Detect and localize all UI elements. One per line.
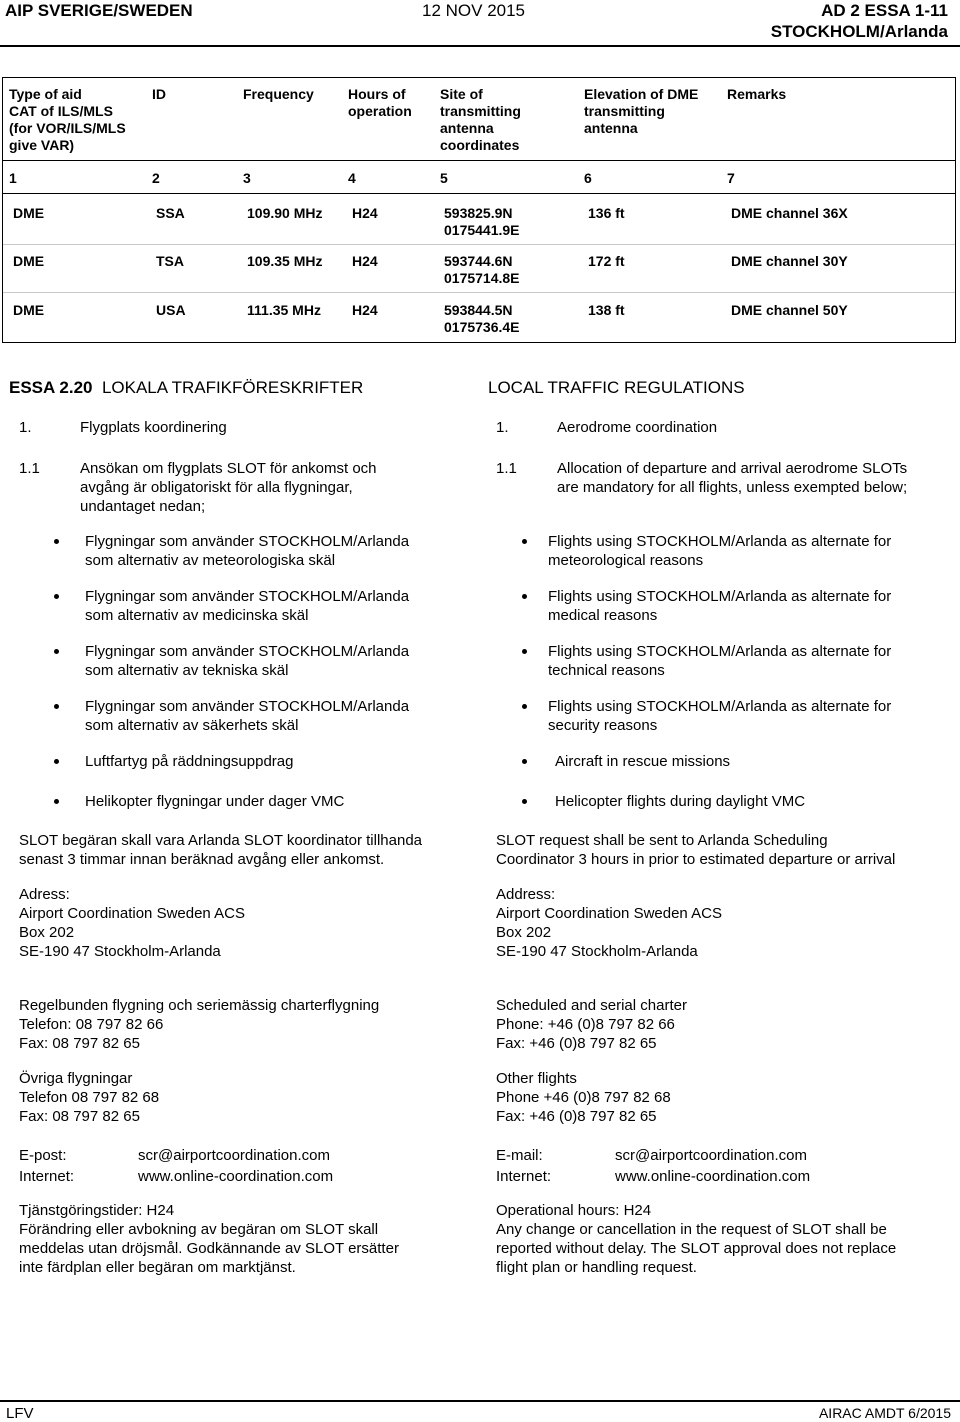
col-number-5: 5 (440, 170, 448, 186)
col-number-3: 3 (243, 170, 251, 186)
en-email-label: E-mail: (496, 1147, 543, 1164)
cell-id: TSA (156, 253, 184, 269)
cell-id: SSA (156, 205, 185, 221)
sv-operational-hours: Tjänstgöringstider: H24 Förändring eller avbokning av begäran om SLOT skall meddelas utan dröjsmål. Godkännande av SLOT ersätter inte färdplan eller begäran om marktjänst. (19, 1202, 399, 1276)
cell-frequency: 109.90 MHz (247, 205, 323, 221)
col-number-4: 4 (348, 170, 356, 186)
row-divider (3, 292, 955, 293)
sv-bullet-2: Flygningar som använder STOCKHOLM/Arlanda som alternativ av medicinska skäl (85, 588, 410, 624)
cell-remarks: DME channel 36X (731, 205, 848, 221)
en-h1-title: Aerodrome coordination (557, 419, 718, 436)
col-header-remarks: Remarks (727, 86, 787, 102)
sv-bullet-5: Luftfartyg på räddningsuppdrag (85, 753, 294, 770)
cell-type: DME (13, 253, 45, 269)
sv-email-label: E-post: (19, 1147, 67, 1164)
en-address: Address: Airport Coordination Sweden ACS Box 202 SE-190 47 Stockholm-Arlanda (496, 886, 722, 960)
bullet-dot (54, 594, 59, 599)
cell-hours: H24 (352, 253, 378, 269)
bullet-dot (54, 649, 59, 654)
sv-internet-label: Internet: (19, 1168, 75, 1185)
cell-site: 593825.9N 0175441.9E (444, 205, 520, 238)
cell-type: DME (13, 302, 45, 318)
sv-email-link[interactable]: scr@airportcoordination.com (138, 1147, 330, 1164)
header-rule (0, 45, 960, 47)
col-number-7: 7 (727, 170, 735, 186)
sv-p11-text: Ansökan om flygplats SLOT för ankomst och avgång är obligatoriskt för alla flygningar, undantaget nedan; (80, 460, 377, 515)
header-divider (3, 160, 955, 161)
section-title-en: LOCAL TRAFFIC REGULATIONS (488, 378, 745, 397)
sv-p11-number: 1.1 (19, 460, 40, 477)
sv-slot-text: SLOT begäran skall vara Arlanda SLOT koordinator tillhanda senast 3 timmar innan beräknad avgång eller ankomst. (19, 832, 423, 868)
sv-bullet-3: Flygningar som använder STOCKHOLM/Arlanda som alternativ av tekniska skäl (85, 643, 410, 679)
en-slot-text: SLOT request shall be sent to Arlanda Scheduling Coordinator 3 hours in prior to estimated departure or arrival (496, 832, 896, 868)
col-header-hours: Hours of operation (348, 86, 412, 119)
bullet-dot (522, 649, 527, 654)
row-divider (3, 244, 955, 245)
section-number: ESSA 2.20 (9, 378, 93, 397)
bullet-dot (522, 594, 527, 599)
cell-type: DME (13, 205, 45, 221)
col-header-frequency: Frequency (243, 86, 314, 102)
bullet-dot (54, 799, 59, 804)
cell-elevation: 136 ft (588, 205, 625, 221)
section-heading-sv: LOKALA TRAFIKFÖRESKRIFTER (101, 378, 364, 397)
en-h1-number: 1. (496, 419, 509, 436)
col-header-site: Site of transmitting antenna coordinates (440, 86, 521, 153)
en-internet-label: Internet: (496, 1168, 552, 1185)
sv-bullet-6: Helikopter flygningar under dager VMC (85, 793, 345, 810)
en-p11-number: 1.1 (496, 460, 517, 477)
cell-remarks: DME channel 30Y (731, 253, 848, 269)
col-header-type: Type of aid CAT of ILS/MLS (for VOR/ILS/MLS give VAR) (9, 86, 126, 153)
sv-scheduled-contact: Regelbunden flygning och seriemässig charterflygning Telefon: 08 797 82 66 Fax: 08 797 82 65 (19, 997, 380, 1052)
header-date: 12 NOV 2015 (422, 1, 526, 20)
cell-hours: H24 (352, 205, 378, 221)
cell-site: 593744.6N 0175714.8E (444, 253, 520, 286)
en-bullet-2: Flights using STOCKHOLM/Arlanda as alternate for medical reasons (548, 588, 892, 624)
en-bullet-4: Flights using STOCKHOLM/Arlanda as alternate for security reasons (548, 698, 892, 734)
en-bullet-1: Flights using STOCKHOLM/Arlanda as alternate for meteorological reasons (548, 533, 892, 569)
cell-elevation: 138 ft (588, 302, 625, 318)
bullet-dot (54, 539, 59, 544)
cell-elevation: 172 ft (588, 253, 625, 269)
footer-amendment: AIRAC AMDT 6/2015 (818, 1405, 951, 1421)
sv-address: Adress: Airport Coordination Sweden ACS Box 202 SE-190 47 Stockholm-Arlanda (19, 886, 245, 960)
footer-rule (0, 1400, 960, 1402)
col-number-2: 2 (152, 170, 160, 186)
cell-id: USA (156, 302, 186, 318)
en-scheduled-contact: Scheduled and serial charter Phone: +46 (0)8 797 82 66 Fax: +46 (0)8 797 82 65 (496, 997, 687, 1052)
cell-remarks: DME channel 50Y (731, 302, 848, 318)
header-aip-title: AIP SVERIGE/SWEDEN (5, 1, 193, 20)
en-bullet-5: Aircraft in rescue missions (555, 753, 731, 770)
en-internet-link[interactable]: www.online-coordination.com (615, 1168, 811, 1185)
cell-frequency: 109.35 MHz (247, 253, 323, 269)
sv-internet-link[interactable]: www.online-coordination.com (138, 1168, 334, 1185)
en-p11-text: Allocation of departure and arrival aerodrome SLOTs are mandatory for all flights, unless exempted below; (557, 460, 908, 496)
sv-bullet-4: Flygningar som använder STOCKHOLM/Arlanda som alternativ av säkerhets skäl (85, 698, 410, 734)
en-operational-hours: Operational hours: H24 Any change or cancellation in the request of SLOT shall be reported without delay. The SLOT approval does not replace flight plan or handling request. (496, 1202, 897, 1276)
en-email-link[interactable]: scr@airportcoordination.com (615, 1147, 807, 1164)
en-bullet-3: Flights using STOCKHOLM/Arlanda as alternate for technical reasons (548, 643, 892, 679)
sv-bullet-1: Flygningar som använder STOCKHOLM/Arlanda som alternativ av meteorologiska skäl (85, 533, 410, 569)
col-header-elevation: Elevation of DME transmitting antenna (584, 86, 699, 136)
en-other-contact: Other flights Phone +46 (0)8 797 82 68 Fax: +46 (0)8 797 82 65 (496, 1070, 671, 1125)
bullet-dot (522, 759, 527, 764)
number-divider (3, 193, 955, 194)
col-number-1: 1 (9, 170, 17, 186)
cell-frequency: 111.35 MHz (247, 302, 321, 318)
bullet-dot (522, 799, 527, 804)
sv-h1-title: Flygplats koordinering (80, 419, 227, 436)
bullet-dot (522, 704, 527, 709)
sv-other-contact: Övriga flygningar Telefon 08 797 82 68 Fax: 08 797 82 65 (19, 1070, 160, 1125)
cell-site: 593844.5N 0175736.4E (444, 302, 520, 335)
section-title-sv (9, 378, 363, 398)
header-aerodrome-name: STOCKHOLM/Arlanda (770, 22, 948, 41)
en-bullet-6: Helicopter flights during daylight VMC (555, 793, 806, 810)
sv-h1-number: 1. (19, 419, 32, 436)
col-number-6: 6 (584, 170, 592, 186)
bullet-dot (54, 704, 59, 709)
bullet-dot (522, 539, 527, 544)
bullet-dot (54, 759, 59, 764)
footer-publisher: LFV (6, 1405, 34, 1422)
cell-hours: H24 (352, 302, 378, 318)
col-header-id: ID (152, 86, 166, 102)
header-page-code: AD 2 ESSA 1-11 (821, 1, 948, 20)
